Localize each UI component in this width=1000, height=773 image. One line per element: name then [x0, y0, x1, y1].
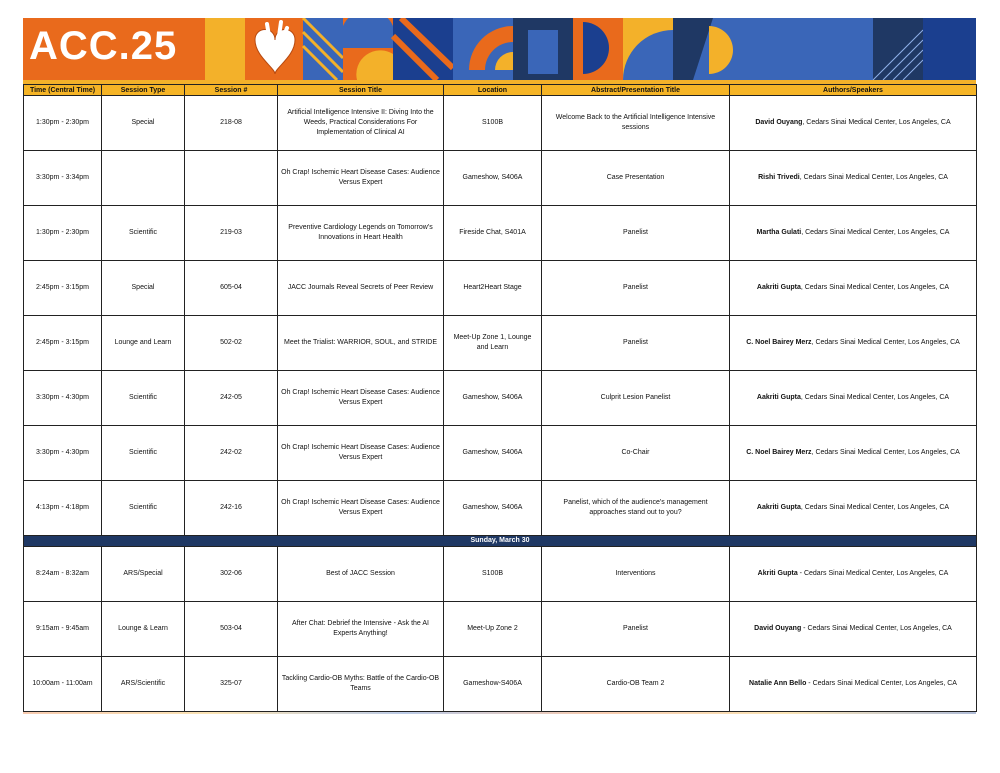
cell-session-number: 218-08 [185, 96, 278, 151]
cell-session-title: JACC Journals Reveal Secrets of Peer Review [278, 261, 444, 316]
table-row [24, 316, 977, 371]
speaker-separator: , [799, 173, 804, 181]
cell-session-title: Preventive Cardiology Legends on Tomorrow's Innovations in Heart Health [278, 206, 444, 261]
day-divider-row [24, 536, 977, 547]
speaker-separator: , [800, 283, 805, 291]
cell-abstract: Cardio-OB Team 2 [542, 657, 730, 712]
speaker-name: Aakriti Gupta [756, 393, 801, 401]
cell-session-title: Oh Crap! Ischemic Heart Disease Cases: Audience Versus Expert [278, 371, 444, 426]
cell-session-type: Special [102, 261, 185, 316]
col-header-speakers: Authors/Speakers [730, 85, 977, 96]
cell-time: 4:13pm - 4:18pm [24, 481, 102, 536]
day-label: Sunday, March 30 [24, 536, 977, 547]
cell-abstract: Interventions [542, 547, 730, 602]
cell-abstract: Panelist [542, 602, 730, 657]
speaker-separator: - [801, 625, 808, 633]
cell-session-number [185, 151, 278, 206]
speaker-name: Aakriti Gupta [756, 283, 801, 291]
table-row [24, 426, 977, 481]
cell-session-type: ARS/Scientific [102, 657, 185, 712]
cell-abstract: Culprit Lesion Panelist [542, 371, 730, 426]
col-header-abstract: Abstract/Presentation Title [542, 85, 730, 96]
cell-speaker [730, 151, 977, 206]
cell-session-title: Oh Crap! Ischemic Heart Disease Cases: Audience Versus Expert [278, 426, 444, 481]
cell-session-number: 503-04 [185, 602, 278, 657]
table-header-row [24, 85, 977, 96]
speaker-name: David Ouyang [755, 118, 803, 126]
speaker-affiliation: Cedars Sinai Medical Center, Los Angeles, CA [804, 283, 950, 291]
speaker-separator: , [802, 118, 807, 126]
footer-decorative-strip [23, 712, 976, 714]
cell-speaker [730, 96, 977, 151]
cell-time: 1:30pm - 2:30pm [24, 96, 102, 151]
speaker-affiliation: Cedars Sinai Medical Center, Los Angeles, CA [807, 625, 952, 633]
speaker-affiliation: Cedars Sinai Medical Center, Los Angeles, CA [815, 338, 960, 346]
cell-session-type: Scientific [102, 371, 185, 426]
speaker-name: C. Noel Bairey Merz [746, 448, 812, 456]
cell-session-number: 325-07 [185, 657, 278, 712]
cell-time: 8:24am - 8:32am [24, 547, 102, 602]
cell-session-type: Scientific [102, 426, 185, 481]
cell-session-number: 242-05 [185, 371, 278, 426]
schedule-page [23, 18, 976, 714]
cell-session-type: Lounge & Learn [102, 602, 185, 657]
cell-speaker [730, 261, 977, 316]
cell-session-number: 502-02 [185, 316, 278, 371]
speaker-affiliation: Cedars Sinai Medical Center, Los Angeles, CA [804, 393, 950, 401]
col-header-time: Time (Central Time) [24, 85, 102, 96]
cell-location: Meet-Up Zone 2 [444, 602, 542, 657]
cell-speaker [730, 371, 977, 426]
cell-location: S100B [444, 96, 542, 151]
cell-session-title: Best of JACC Session [278, 547, 444, 602]
cell-speaker [730, 206, 977, 261]
speaker-affiliation: Cedars Sinai Medical Center, Los Angeles, CA [815, 448, 960, 456]
speaker-affiliation: Cedars Sinai Medical Center, Los Angeles, CA [803, 173, 948, 181]
table-row [24, 371, 977, 426]
cell-session-type: Special [102, 96, 185, 151]
cell-speaker [730, 602, 977, 657]
cell-abstract: Case Presentation [542, 151, 730, 206]
table-row [24, 481, 977, 536]
cell-location: Gameshow, S406A [444, 151, 542, 206]
col-header-location: Location [444, 85, 542, 96]
cell-session-type: ARS/Special [102, 547, 185, 602]
table-row [24, 547, 977, 602]
cell-session-number: 242-16 [185, 481, 278, 536]
cell-session-number: 605-04 [185, 261, 278, 316]
cell-abstract: Panelist [542, 206, 730, 261]
table-row [24, 206, 977, 261]
speaker-name: David Ouyang [754, 625, 802, 633]
col-header-session-type: Session Type [102, 85, 185, 96]
cell-session-number: 242-02 [185, 426, 278, 481]
schedule-table [23, 84, 977, 712]
speaker-separator: - [797, 570, 804, 578]
cell-location: Gameshow, S406A [444, 481, 542, 536]
speaker-separator: , [811, 448, 816, 456]
cell-speaker [730, 657, 977, 712]
speaker-separator: - [806, 680, 813, 688]
cell-time: 1:30pm - 2:30pm [24, 206, 102, 261]
cell-session-title: Tackling Cardio-OB Myths: Battle of the Cardio-OB Teams [278, 657, 444, 712]
speaker-separator: , [811, 338, 816, 346]
speaker-affiliation: Cedars Sinai Medical Center, Los Angeles, CA [812, 680, 957, 688]
cell-session-title: Oh Crap! Ischemic Heart Disease Cases: Audience Versus Expert [278, 481, 444, 536]
speaker-affiliation: Cedars Sinai Medical Center, Los Angeles, CA [804, 503, 950, 511]
speaker-separator: , [800, 503, 805, 511]
cell-session-type: Scientific [102, 481, 185, 536]
cell-session-type: Scientific [102, 206, 185, 261]
cell-abstract: Co-Chair [542, 426, 730, 481]
acc25-banner [23, 18, 976, 80]
cell-time: 10:00am - 11:00am [24, 657, 102, 712]
cell-session-type: Lounge and Learn [102, 316, 185, 371]
cell-time: 9:15am - 9:45am [24, 602, 102, 657]
table-row [24, 151, 977, 206]
table-row [24, 602, 977, 657]
cell-session-number: 219-03 [185, 206, 278, 261]
col-header-session-number: Session # [185, 85, 278, 96]
speaker-separator: , [801, 228, 806, 236]
cell-time: 3:30pm - 3:34pm [24, 151, 102, 206]
cell-time: 2:45pm - 3:15pm [24, 261, 102, 316]
table-row [24, 657, 977, 712]
cell-session-title: Meet the Trialist: WARRIOR, SOUL, and STRIDE [278, 316, 444, 371]
speaker-name: Natalie Ann Bello [749, 680, 807, 688]
cell-location: Meet-Up Zone 1, Lounge and Learn [444, 316, 542, 371]
cell-session-number: 302-06 [185, 547, 278, 602]
cell-location: Gameshow, S406A [444, 371, 542, 426]
acc25-logo: ACC.25 [29, 24, 178, 68]
cell-time: 3:30pm - 4:30pm [24, 371, 102, 426]
cell-speaker [730, 316, 977, 371]
cell-speaker [730, 426, 977, 481]
speaker-affiliation: Cedars Sinai Medical Center, Los Angeles, CA [805, 228, 950, 236]
cell-speaker [730, 547, 977, 602]
table-row [24, 96, 977, 151]
cell-location: Fireside Chat, S401A [444, 206, 542, 261]
cell-speaker [730, 481, 977, 536]
speaker-affiliation: Cedars Sinai Medical Center, Los Angeles, CA [806, 118, 951, 126]
cell-time: 3:30pm - 4:30pm [24, 426, 102, 481]
speaker-name: Akriti Gupta [757, 570, 798, 578]
speaker-name: C. Noel Bairey Merz [746, 338, 812, 346]
cell-session-title: Artificial Intelligence Intensive II: Diving Into the Weeds, Practical Considerations For Implementation of Clinical AI [278, 96, 444, 151]
col-header-session-title: Session Title [278, 85, 444, 96]
speaker-affiliation: Cedars Sinai Medical Center, Los Angeles, CA [803, 570, 949, 578]
speaker-name: Aakriti Gupta [756, 503, 801, 511]
cell-time: 2:45pm - 3:15pm [24, 316, 102, 371]
cell-session-type [102, 151, 185, 206]
cell-abstract: Panelist, which of the audience's management approaches stand out to you? [542, 481, 730, 536]
cell-abstract: Panelist [542, 316, 730, 371]
cell-session-title: After Chat: Debrief the Intensive - Ask the AI Experts Anything! [278, 602, 444, 657]
cell-session-title: Oh Crap! Ischemic Heart Disease Cases: Audience Versus Expert [278, 151, 444, 206]
cell-location: Gameshow, S406A [444, 426, 542, 481]
cell-abstract: Panelist [542, 261, 730, 316]
cell-location: S100B [444, 547, 542, 602]
cell-abstract: Welcome Back to the Artificial Intelligence Intensive sessions [542, 96, 730, 151]
table-row [24, 261, 977, 316]
cell-location: Heart2Heart Stage [444, 261, 542, 316]
speaker-name: Rishi Trivedi [758, 173, 800, 181]
cell-location: Gameshow-S406A [444, 657, 542, 712]
speaker-separator: , [800, 393, 805, 401]
speaker-name: Martha Gulati [756, 228, 802, 236]
